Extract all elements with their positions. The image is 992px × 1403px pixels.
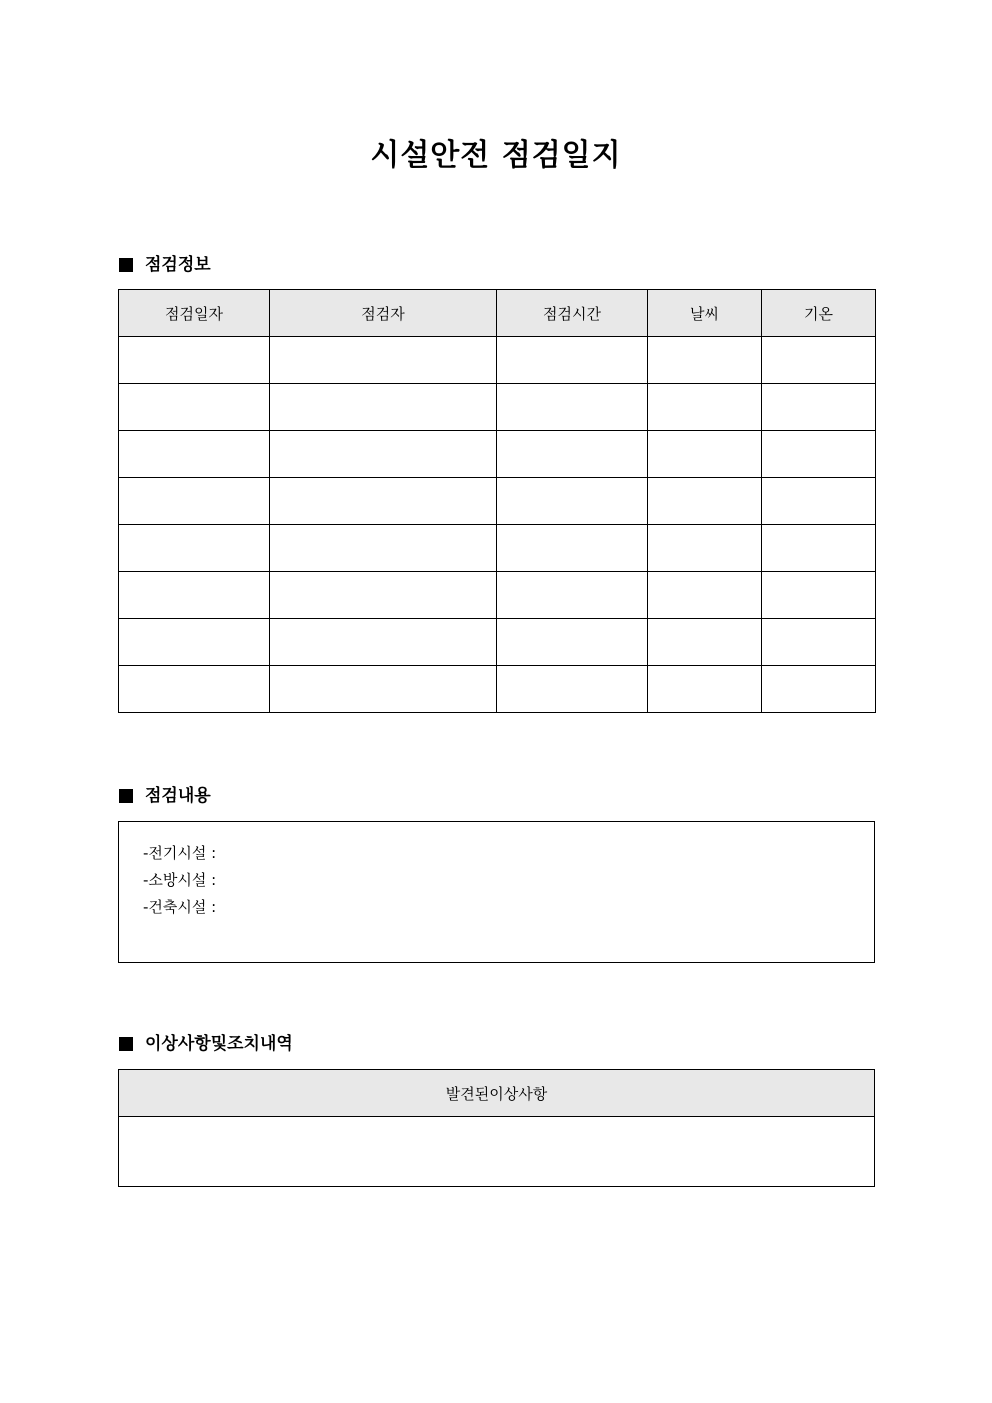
table-cell[interactable]: [497, 666, 648, 713]
table-cell[interactable]: [762, 525, 876, 572]
table-row: [119, 1117, 875, 1187]
table-cell[interactable]: [497, 337, 648, 384]
table-cell[interactable]: [119, 384, 270, 431]
issues-table: [118, 1069, 875, 1187]
table-row: [119, 431, 876, 478]
column-header-temperature: 기온: [762, 290, 876, 337]
table-cell[interactable]: [762, 337, 876, 384]
table-header-row: [119, 1070, 875, 1117]
table-cell[interactable]: [497, 525, 648, 572]
table-cell[interactable]: [648, 337, 762, 384]
table-cell[interactable]: [119, 337, 270, 384]
table-cell[interactable]: [270, 431, 497, 478]
table-cell[interactable]: [648, 384, 762, 431]
table-row: [119, 337, 876, 384]
table-cell[interactable]: [762, 619, 876, 666]
table-cell[interactable]: [119, 666, 270, 713]
table-cell[interactable]: [119, 1117, 875, 1187]
column-header-weather: 날씨: [648, 290, 762, 337]
table-row: [119, 619, 876, 666]
table-cell[interactable]: [270, 337, 497, 384]
table-cell[interactable]: [119, 525, 270, 572]
table-header-row: [119, 290, 876, 337]
table-cell[interactable]: [270, 525, 497, 572]
table-cell[interactable]: [648, 572, 762, 619]
table-cell[interactable]: [497, 384, 648, 431]
table-row: [119, 525, 876, 572]
column-header-time: 점검시간: [497, 290, 648, 337]
table-cell[interactable]: [648, 478, 762, 525]
page-title: 시설안전 점검일지: [370, 138, 622, 173]
table-cell[interactable]: [762, 572, 876, 619]
table-row: [119, 384, 876, 431]
content-line-fire: -소방시설 :: [143, 871, 217, 889]
table-cell[interactable]: [497, 478, 648, 525]
section-heading-label: 이상사항및조치내역: [145, 1034, 293, 1054]
table-cell[interactable]: [648, 525, 762, 572]
section-heading-issues: [119, 1033, 293, 1055]
table-cell[interactable]: [762, 384, 876, 431]
table-cell[interactable]: [270, 619, 497, 666]
square-bullet-icon: [119, 1037, 133, 1051]
table-cell[interactable]: [497, 431, 648, 478]
table-row: [119, 666, 876, 713]
table-cell[interactable]: [648, 431, 762, 478]
column-header-date: 점검일자: [119, 290, 270, 337]
table-cell[interactable]: [270, 666, 497, 713]
table-cell[interactable]: [119, 431, 270, 478]
inspection-info-table: [118, 289, 876, 713]
content-line-electrical: -전기시설 :: [143, 844, 217, 862]
inspection-content-box[interactable]: [118, 821, 875, 963]
table-cell[interactable]: [119, 478, 270, 525]
table-cell[interactable]: [119, 619, 270, 666]
column-header-inspector: 점검자: [270, 290, 497, 337]
table-cell[interactable]: [762, 666, 876, 713]
column-header-issues: 발견된이상사항: [119, 1070, 875, 1117]
section-heading-label: 점검정보: [145, 255, 211, 275]
table-cell[interactable]: [270, 572, 497, 619]
table-cell[interactable]: [648, 666, 762, 713]
content-lines: [143, 840, 216, 921]
table-cell[interactable]: [270, 478, 497, 525]
section-heading-label: 점검내용: [145, 786, 211, 806]
table-cell[interactable]: [119, 572, 270, 619]
table-row: [119, 572, 876, 619]
table-cell[interactable]: [648, 619, 762, 666]
table-row: [119, 478, 876, 525]
table-cell[interactable]: [762, 431, 876, 478]
table-cell[interactable]: [270, 384, 497, 431]
section-heading-content: [119, 785, 211, 807]
table-cell[interactable]: [497, 572, 648, 619]
square-bullet-icon: [119, 258, 133, 272]
table-cell[interactable]: [762, 478, 876, 525]
square-bullet-icon: [119, 789, 133, 803]
section-heading-info: [119, 254, 211, 276]
content-line-building: -건축시설 :: [143, 898, 217, 916]
table-cell[interactable]: [497, 619, 648, 666]
